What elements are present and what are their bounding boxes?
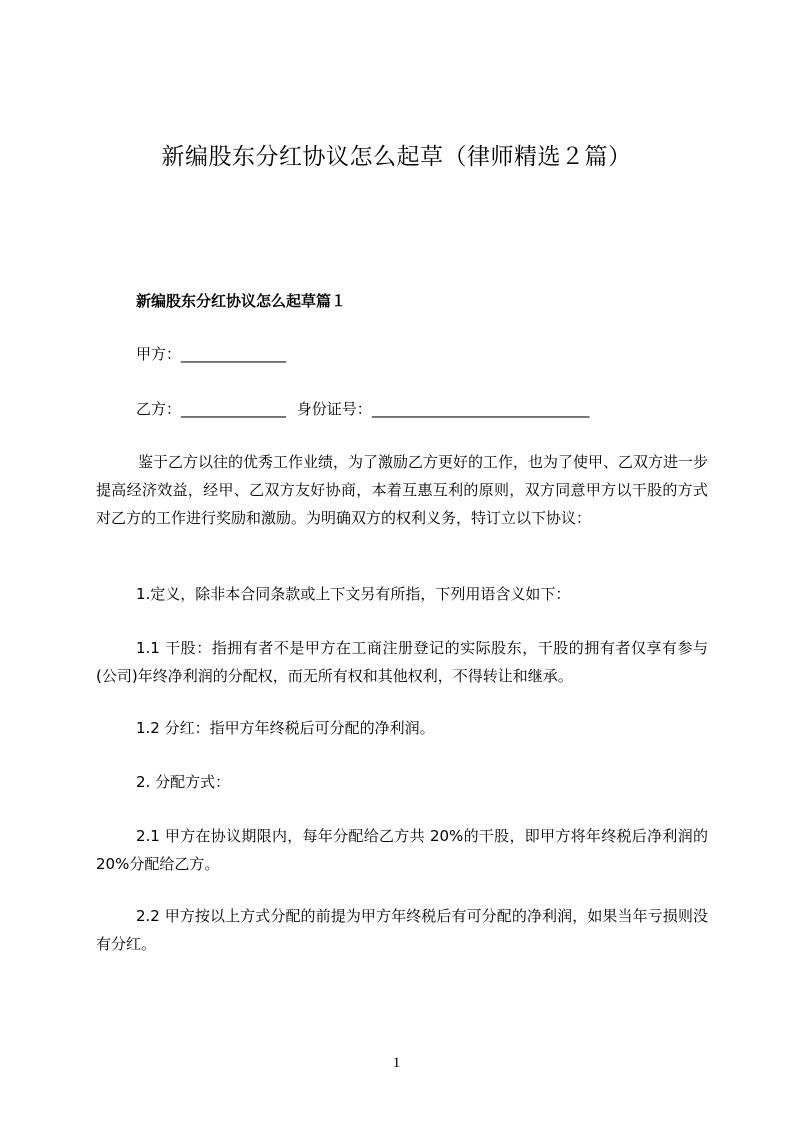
section-heading: 新编股东分红协议怎么起草篇１ xyxy=(136,292,347,310)
clause-1-text: 1.定义，除非本合同条款或上下文另有所指，下列用语含义如下： xyxy=(136,585,571,603)
clause-1-1 xyxy=(96,634,708,690)
clause-2-text: 2. 分配方式： xyxy=(136,773,231,791)
clause-2-2-text: 2.2 甲方按以上方式分配的前提为甲方年终税后有可分配的净利润，如果当年亏损则没有分红。 xyxy=(96,907,708,953)
clause-1 xyxy=(96,580,708,608)
clause-1-1-text: 1.1 干股：指拥有者不是甲方在工商注册登记的实际股东，干股的拥有者仅享有参与(公司)年终净利润的分配权，而无所有权和其他权利，不得转让和继承。 xyxy=(96,639,708,685)
page-number: 1 xyxy=(392,1055,401,1071)
clause-2-1 xyxy=(96,822,708,878)
id-number-blank: _____________________________ xyxy=(371,400,590,418)
intro-text: 鉴于乙方以往的优秀工作业绩，为了激励乙方更好的工作，也为了使甲、乙双方进一步提高经济效益，经甲、乙双方友好协商，本着互惠互利的原则，双方同意甲方以干股的方式对乙方的工作进行奖励和激励。为明确双方的权利义务，特订立以下协议： xyxy=(96,453,709,527)
clause-2 xyxy=(96,768,708,796)
clause-1-2 xyxy=(96,714,708,742)
party-a-line xyxy=(136,343,286,365)
id-number-label: 身份证号： xyxy=(296,400,372,418)
document-title: 新编股东分红协议怎么起草（律师精选２篇） xyxy=(161,144,632,170)
party-a-label: 甲方： xyxy=(136,345,182,363)
party-b-label: 乙方： xyxy=(136,400,182,418)
clause-1-2-text: 1.2 分红：指甲方年终税后可分配的净利润。 xyxy=(136,719,435,737)
party-a-blank: ______________ xyxy=(181,345,287,363)
party-b-blank: ______________ xyxy=(181,400,287,418)
clause-2-2 xyxy=(96,902,708,958)
clause-2-1-text: 2.1 甲方在协议期限内，每年分配给乙方共 20%的干股，即甲方将年终税后净利润的 20%分配给乙方。 xyxy=(96,827,708,873)
party-b-line xyxy=(136,398,589,420)
intro-paragraph xyxy=(96,448,708,532)
